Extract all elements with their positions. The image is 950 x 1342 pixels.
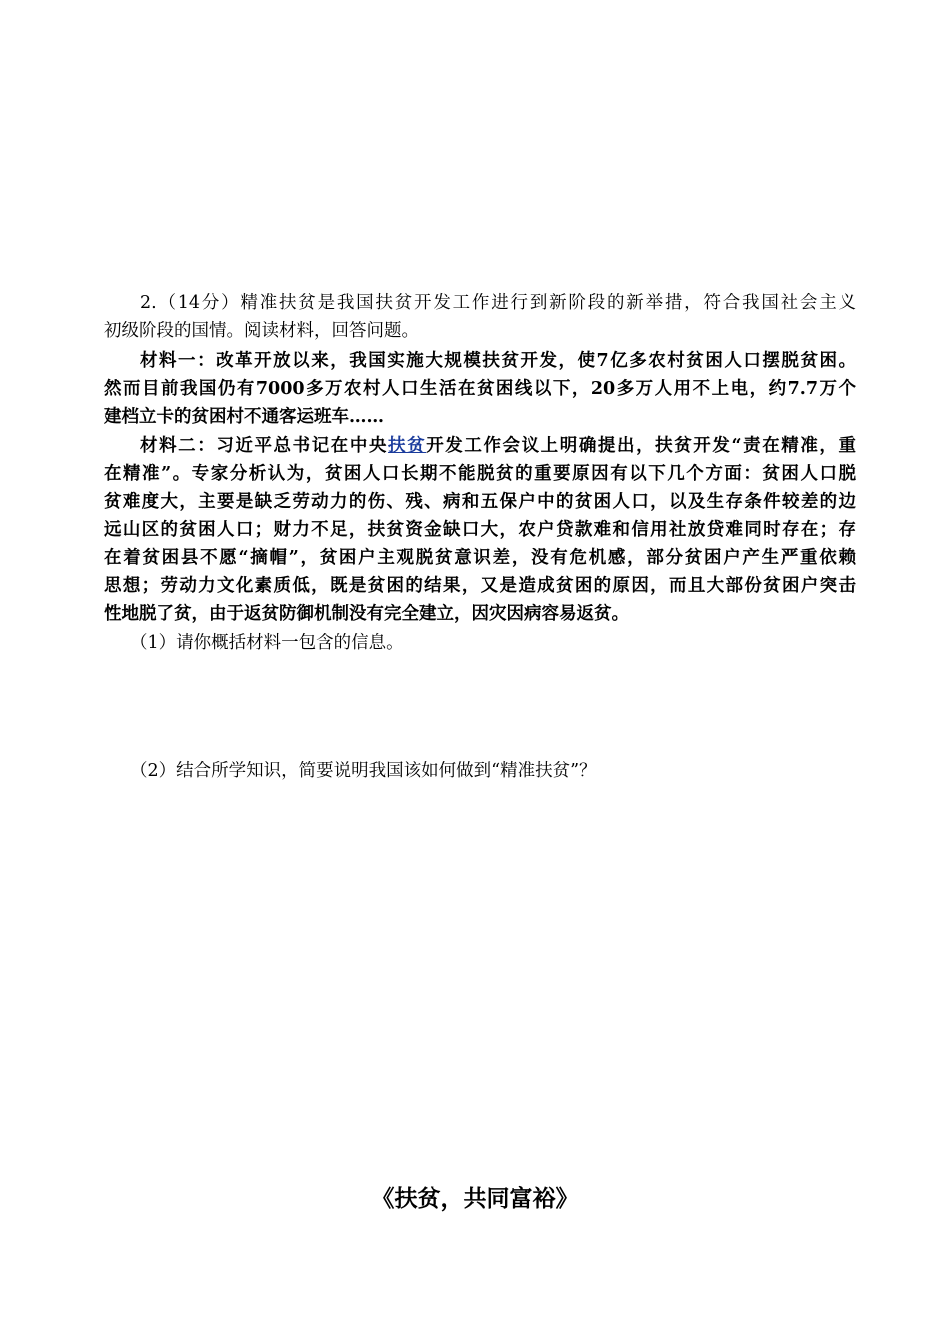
material-two-line-1 [104, 432, 856, 460]
material-two-line-3: 贫难度大，主要是缺乏劳动力的伤、残、病和五保户中的贫困人口，以及生存条件较差的边 [104, 492, 856, 512]
material-one-line-1: 材料一：改革开放以来，我国实施大规模扶贫开发，使7亿多农村贫困人口摆脱贫困。 [140, 351, 856, 371]
material-two-line-2: 在精准”。专家分析认为，贫困人口长期不能脱贫的重要原因有以下几个方面：贫困人口脱 [104, 464, 856, 484]
sub-question-1: （1）请你概括材料一包含的信息。 [130, 633, 404, 653]
material-two-line-6: 思想；劳动力文化素质低，既是贫困的结果，又是造成贫困的原因，而且大部份贫困户突击 [104, 576, 856, 596]
material-one-line-3: 建档立卡的贫困村不通客运班车…… [104, 407, 384, 427]
material-two-prefix: 材料二：习近平总书记在中央 [140, 436, 389, 456]
material-two-line-5: 在着贫困县不愿“摘帽”，贫困户主观脱贫意识差，没有危机感，部分贫困户产生严重依赖 [104, 548, 856, 568]
question-stem-line-2: 初级阶段的国情。阅读材料，回答问题。 [104, 321, 419, 341]
footer-title: 《扶贫，共同富裕》 [371, 1185, 579, 1212]
sub-question-2: （2）结合所学知识，简要说明我国该如何做到“精准扶贫”？ [130, 761, 597, 781]
poverty-alleviation-link[interactable]: 扶贫 [388, 436, 427, 456]
material-one-line-2: 然而目前我国仍有7000多万农村人口生活在贫困线以下，20多万人用不上电，约7.7万个 [104, 379, 856, 399]
question-stem-line-1: 2.（14分）精准扶贫是我国扶贫开发工作进行到新阶段的新举措，符合我国社会主义 [140, 293, 856, 313]
material-two-line-7: 性地脱了贫，由于返贫防御机制没有完全建立，因灾因病容易返贫。 [104, 604, 629, 624]
material-two-line-4: 远山区的贫困人口；财力不足，扶贫资金缺口大，农户贷款难和信用社放贷难同时存在；存 [104, 520, 856, 540]
material-two-suffix: 开发工作会议上明确提出，扶贫开发“责在精准，重 [426, 436, 857, 456]
